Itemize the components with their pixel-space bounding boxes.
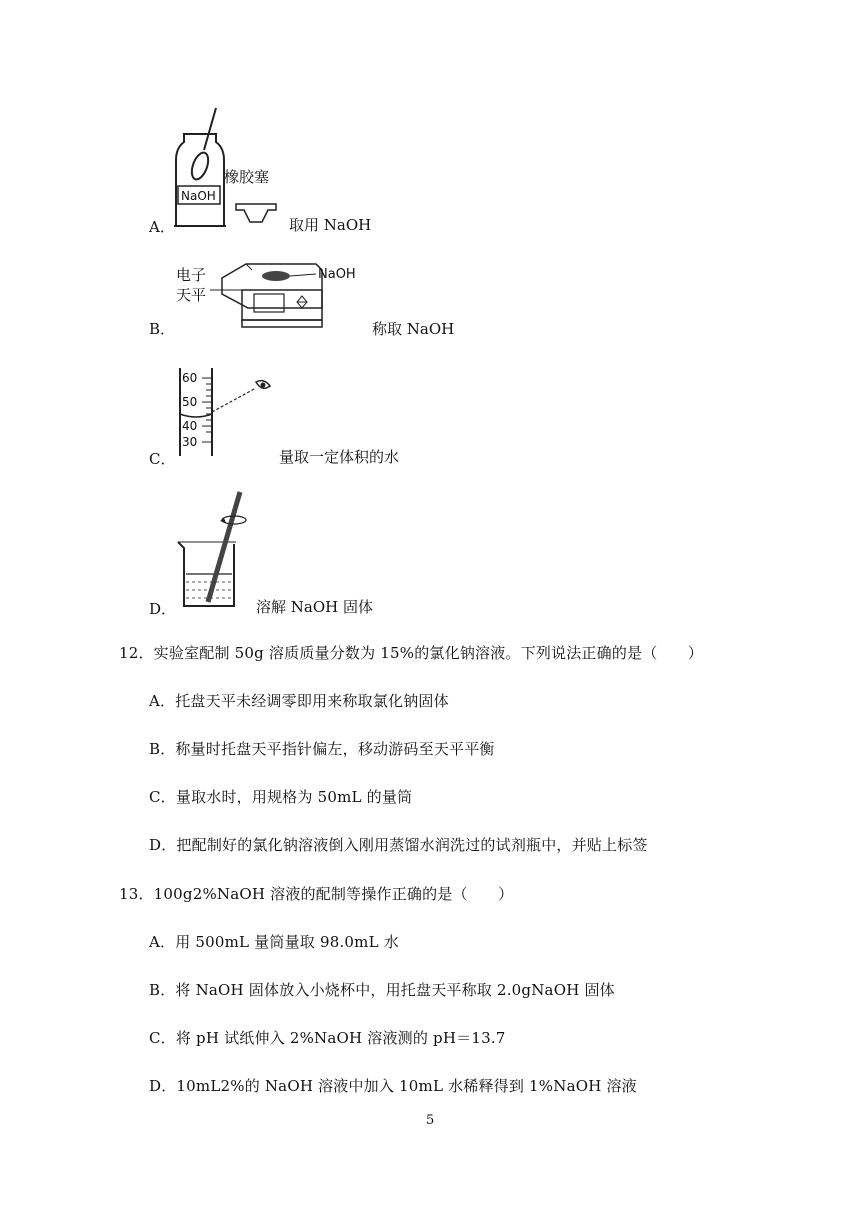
scale-40: 40 [182,419,198,433]
bottle-label: NaOH [181,189,216,203]
option-d-caption: 溶解 NaOH 固体 [256,598,373,616]
question-12-option-c: C．量取水时，用规格为 50mL 的量筒 [149,788,413,806]
scale-60: 60 [182,371,198,385]
question-12-stem: 12．实验室配制 50g 溶质质量分数为 15%的氯化钠溶液。下列说法正确的是（ ） [119,644,704,662]
option-a-caption: 取用 NaOH [289,216,372,234]
figure-c-graduated-cylinder [174,364,284,458]
option-c-caption: 量取一定体积的水 [279,448,400,466]
balance-label-line1: 电子 [176,266,207,284]
question-12-option-b: B．称量时托盘天平指针偏左，移动游码至天平平衡 [149,740,495,758]
scale-30: 30 [182,435,198,449]
question-13-option-a: A．用 500mL 量筒量取 98.0mL 水 [149,933,399,951]
question-12-option-d: D．把配制好的氯化钠溶液倒入刚用蒸馏水润洗过的试剂瓶中，并贴上标签 [149,836,648,854]
option-c-letter: C． [149,450,176,468]
question-13-option-c: C．将 pH 试纸伸入 2%NaOH 溶液测的 pH＝13.7 [149,1029,506,1047]
option-a-letter: A． [149,218,175,236]
question-13-stem: 13．100g2%NaOH 溶液的配制等操作正确的是（ ） [119,885,514,903]
figure-d-beaker-stirring [174,488,264,612]
question-13-option-b: B．将 NaOH 固体放入小烧杯中，用托盘天平称取 2.0gNaOH 固体 [149,981,615,999]
option-d-letter: D． [149,600,177,618]
page-number: 5 [426,1113,435,1128]
question-12-option-a: A．托盘天平未经调零即用来称取氯化钠固体 [149,692,449,710]
question-13-option-d: D．10mL2%的 NaOH 溶液中加入 10mL 水稀释得到 1%NaOH 溶液 [149,1077,637,1095]
figure-a-reagent-bottle [170,104,290,230]
scale-50: 50 [182,395,198,409]
balance-label-line2: 天平 [176,286,207,304]
figure-b-electronic-balance [176,256,366,334]
stopper-label: 橡胶塞 [224,168,270,186]
option-b-letter: B． [149,320,176,338]
sample-label: NaOH [318,267,356,282]
option-b-caption: 称取 NaOH [372,320,455,338]
